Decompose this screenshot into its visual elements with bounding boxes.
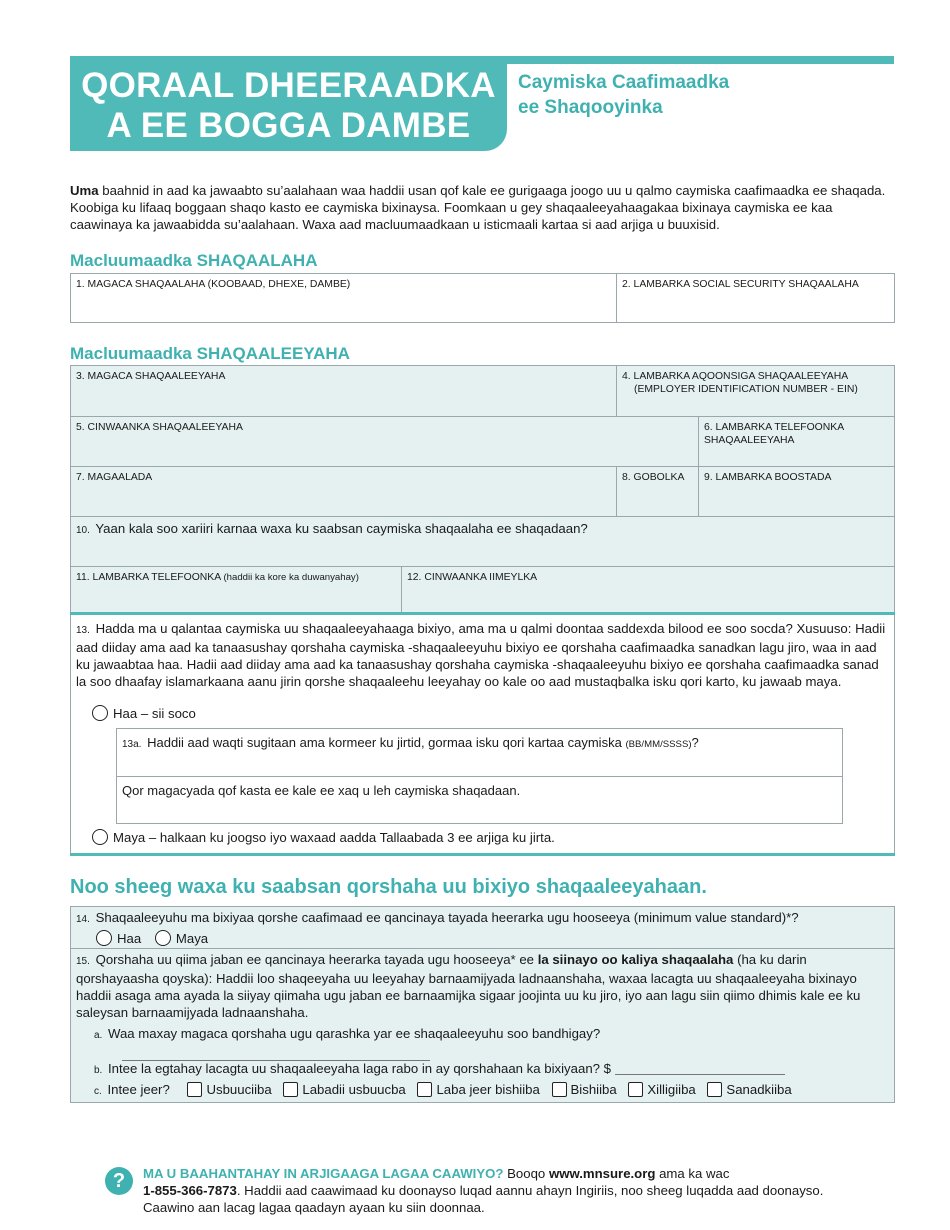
freq-option-monthly[interactable]: Bishiiba (552, 1082, 617, 1097)
page-title-box (70, 56, 507, 151)
q13-yes-option[interactable]: Haa – sii soco (92, 705, 196, 722)
question-13-text: 13. Hadda ma u qalantaa caymiska uu shaqaaleeyahaaga bixiyo, ama ma u qalmi doontaa saddexda bilood ee soo socda? Xusuuso: Hadii aad diiday ama aad ka tanaasushay qorshaha caymiska -shaqaaleeyuhu bixiyo ee qorshaha caafimaadka sanadkan lagu jiro, waa in aad ku jawaabtaa haa. Hadii aad diiday ama aad ka tanaasushay qorshaha caymiska -shaqaaleeyuhu bixiyo ee qorshaha caafimaadka sanad la soo dhaafay islamarkaana aanu jirin qorshe shaqaaleehu leeyahay oo kale oo aad mustaqbalka isku qori karto, ku jawaab maya. (76, 621, 886, 689)
question-14: 14. Shaqaaleeyuhu ma bixiyaa qorshe caafimaad ee qancinaya tayada heerarka ugu hooseeya (minimum value standard)*? Haa Maya (76, 910, 799, 946)
city-field[interactable]: 7. MAGAALADA (76, 472, 153, 483)
employee-section-title: Macluumaadka SHAQAALAHA (70, 251, 318, 270)
employer-info-table (70, 365, 895, 615)
weekly-checkbox[interactable] (187, 1082, 202, 1097)
q13-no-option[interactable]: Maya – halkaan ku joogso iyo waxaad aadda Tallaabada 3 ee arjiga ku jirta. (92, 829, 555, 846)
monthly-checkbox[interactable] (552, 1082, 567, 1097)
employer-address-field[interactable]: 5. CINWAANKA SHAQAALEEYAHA (76, 422, 243, 433)
q13-yes-radio[interactable] (92, 705, 108, 721)
employer-phone-field[interactable]: 6. LAMBARKA TELEFOONKA SHAQAALEEYAHA (698, 417, 894, 466)
yearly-checkbox[interactable] (707, 1082, 722, 1097)
employee-ssn-field[interactable]: 2. LAMBARKA SOCIAL SECURITY SHAQAALAHA (616, 274, 894, 322)
q13-eligible-names-field[interactable]: Qor magacyada qof kasta ee kale ee xaq u leh caymiska shaqadaan. (117, 776, 842, 823)
email-field[interactable]: 12. CINWAANKA IIMEYLKA (401, 567, 894, 615)
freq-option-weekly[interactable]: Usbuuciiba (187, 1082, 271, 1097)
freq-option-biweekly[interactable]: Labadii usbuucba (283, 1082, 405, 1097)
biweekly-checkbox[interactable] (283, 1082, 298, 1097)
q15b: b. Intee la egtahay lacagta uu shaqaaleeyaha laga rabo in ay qorshahaan ka bixiyaan? $ (76, 1060, 889, 1079)
employer-section-title: Macluumaadka SHAQAALEEYAHA (70, 344, 350, 363)
q15a: a. Waa maxay magaca qorshaha ugu qarashka yar ee shaqaaleeyuhu soo bandhigay? (94, 1026, 601, 1041)
twice-monthly-checkbox[interactable] (417, 1082, 432, 1097)
state-field[interactable]: 8. GOBOLKA (616, 467, 698, 516)
help-phone-number: 1-855-366-7873 (143, 1183, 237, 1198)
page-title-line1: QORAAL DHEERAADKA (81, 66, 496, 105)
q14-no-radio[interactable] (155, 930, 171, 946)
help-text: MA U BAAHANTAHAY IN ARJIGAAGA LAGAA CAAWIYO? Booqo www.mnsure.org ama ka wac 1-855-366-7873. Haddii aad caawimaad ku doonayso luqad aannu ahayn Ingiriis, noo sheeg luqadda aad doonayso. Caawino aan lacag lagaa qaadayn ayaan ku siin doonnaa. (143, 1166, 824, 1215)
employer-ein-field[interactable]: 4. LAMBARKA AQOONSIGA SHAQAALEEYAHA (EMPLOYER IDENTIFICATION NUMBER - EIN) (616, 366, 894, 416)
question-15: 15. Qorshaha uu qiima jaban ee qancinaya heerarka tayada ugu hooseeya* ee la siinayo oo kaliya shaqaalaha (ha ku darin qorshayaasha qoyska): Haddii loo shaqeeyaha uu leeyahay barnaamijyada ladnaanshaha, waxaa lacagta uu shaqaaleeyaha bixinayo haddii asaga ama ayada la siiyay qiimaha ugu jaban ee barnaamijka sigaar joojinta uu ku jiro, iyo aan lagu siin qiimo dhimis kale ee ku saleysan barnaamijyada ladnaanshaha. a. Waa maxay magaca qorshaha ugu qarashka yar ee shaqaaleeyuhu soo bandhigay? b. Intee la egtahay lacagta uu shaqaaleeyaha laga rabo in ay qorshahaan ka bixiyaan? $ c. Intee jeer? Usbuuciiba Labadii usbuucba Laba jeer bishiiba Bishiiba Xilligiiba Sanadkiiba (71, 949, 894, 1102)
freq-option-twice-monthly[interactable]: Laba jeer bishiiba (417, 1082, 539, 1097)
plan-info-table (70, 906, 895, 1103)
intro-paragraph: Uma baahnid in aad ka jawaabto su’aalahaan waa haddii usan qof kale ee gurigaaga joogo uu u qalmo caymiska caafimaadka ee shaqada. Koobiga ku lifaaq boggaan shaqo kasto ee caymiska bixinaysa. Foomkaan u gey shaqaaleeyahaagakaa bixinaya caymiska ee kaa caawinaya ka jawaabidda su’aalahaan. Waxa aad macluumaadkaan u isticmaali kartaa si aad arjiga u buuxisid. (70, 183, 886, 232)
q13-no-radio[interactable] (92, 829, 108, 845)
help-question-icon: ? (105, 1167, 133, 1195)
contact-phone-field[interactable]: 11. LAMBARKA TELEFOONKA (haddii ka kore ka duwanyahay) (76, 572, 359, 583)
q13-bottom-rule (70, 853, 895, 856)
employer-name-field[interactable]: 3. MAGACA SHAQAALEEYAHA (76, 371, 226, 382)
contact-person-field[interactable]: 10. Yaan kala soo xariiri karnaa waxa ku saabsan caymiska shaqaalaha ee shaqadaan? (76, 521, 588, 536)
freq-option-yearly[interactable]: Sanadkiiba (707, 1082, 791, 1097)
freq-option-quarterly[interactable]: Xilligiiba (628, 1082, 695, 1097)
q15b-amount-line[interactable] (615, 1074, 785, 1075)
q14-no-option[interactable]: Maya (155, 931, 208, 946)
question-13a-box (116, 728, 843, 824)
q15c: c. Intee jeer? Usbuuciiba Labadii usbuucba Laba jeer bishiiba Bishiiba Xilligiiba Sanadkiiba (94, 1082, 792, 1097)
plan-section-title: Noo sheeg waxa ku saabsan qorshaha uu bixiyo shaqaaleeyahaan. (70, 876, 707, 898)
zip-field[interactable]: 9. LAMBARKA BOOSTADA (698, 467, 894, 516)
quarterly-checkbox[interactable] (628, 1082, 643, 1097)
employee-name-field[interactable]: 1. MAGACA SHAQAALAHA (KOOBAAD, DHEXE, DAMBE) (76, 279, 351, 290)
page-title-line2: A EE BOGGA DAMBE (106, 106, 471, 145)
q14-yes-option[interactable]: Haa (96, 931, 141, 946)
employee-info-table (70, 273, 895, 323)
q14-yes-radio[interactable] (96, 930, 112, 946)
q13a-enroll-date-field[interactable]: 13a. Haddii aad waqti sugitaan ama kormeer ku jirtid, gormaa isku qori kartaa caymiska (BB/MM/SSSS)? (122, 735, 699, 750)
mnsure-link[interactable]: www.mnsure.org (548, 1166, 656, 1181)
page-subtitle: Caymiska Caafimaadka ee Shaqooyinka (518, 72, 730, 118)
